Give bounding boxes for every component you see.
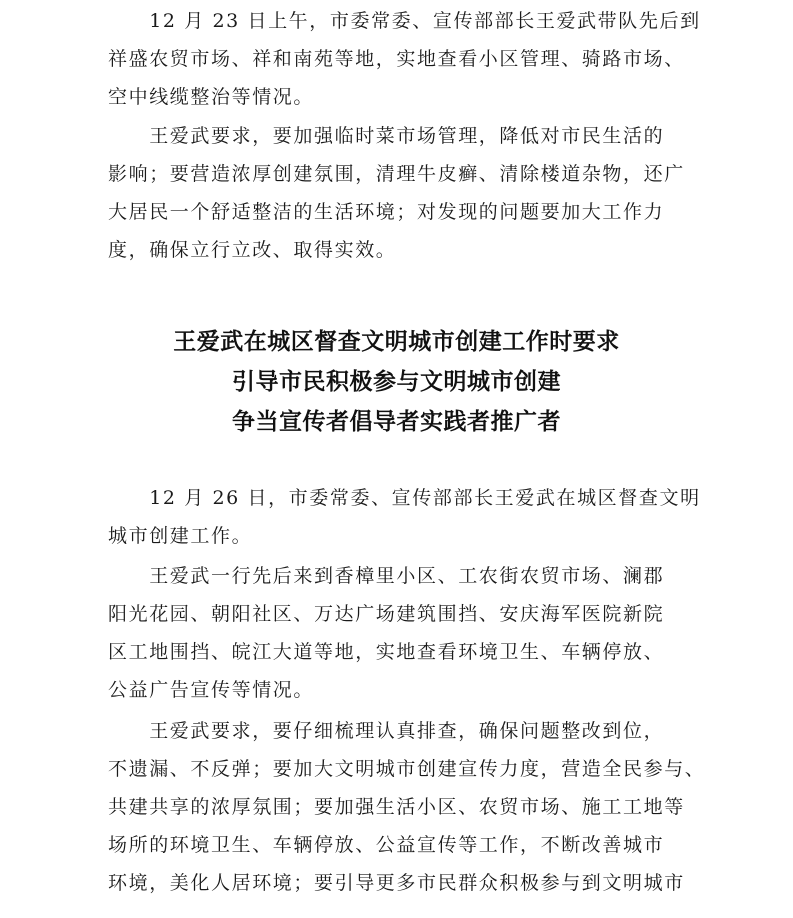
text-line: 王爱武要求，要加强临时菜市场管理，降低对市民生活的 [108,125,665,147]
headline-line: 争当宣传者倡导者实践者推广者 [232,409,561,435]
text-line: 空中线缆整治等情况。 [108,86,315,108]
text-line: 公益广告宣传等情况。 [108,679,315,701]
headline-line: 王爱武在城区督查文明城市创建工作时要求 [173,329,620,355]
text-line: 王爱武一行先后来到香樟里小区、工农街农贸市场、澜郡 [108,565,665,587]
text-line: 区工地围挡、皖江大道等地，实地查看环境卫生、车辆停放、 [108,641,665,663]
text-line: 城市创建工作。 [108,525,253,547]
paragraph-dec26-intro [108,479,701,555]
text-line: 阳光花园、朝阳社区、万达广场建筑围挡、安庆海军医院新院 [108,603,665,625]
text-line: 12 月 23 日上午，市委常委、宣传部部长王爱武带队先后到 [108,10,701,32]
text-line: 王爱武要求，要仔细梳理认真排查，确保问题整改到位， [108,720,665,742]
text-line: 祥盛农贸市场、祥和南苑等地，实地查看小区管理、骑路市场、 [108,48,685,70]
text-line: 影响；要营造浓厚创建氛围，清理牛皮癣、清除楼道杂物，还广 [108,163,685,185]
text-line: 共建共享的浓厚氛围；要加强生活小区、农贸市场、施工工地等 [108,796,685,818]
article-headline [0,322,793,442]
text-line: 12 月 26 日，市委常委、宣传部部长王爱武在城区督查文明 [108,487,701,509]
paragraph-dec26-requirements [108,712,706,902]
text-line: 度，确保立行立改、取得实效。 [108,239,397,261]
text-line: 场所的环境卫生、车辆停放、公益宣传等工作，不断改善城市 [108,834,665,856]
paragraph-dec23-inspection [108,2,701,116]
paragraph-dec26-inspection [108,557,698,709]
text-line: 不遗漏、不反弹；要加大文明城市创建宣传力度，营造全民参与、 [108,758,706,780]
text-line: 大居民一个舒适整洁的生活环境；对发现的问题要加大工作力 [108,201,665,223]
text-line: 环境，美化人居环境；要引导更多市民群众积极参与到文明城市 [108,872,685,894]
headline-line: 引导市民积极参与文明城市创建 [232,369,561,395]
paragraph-dec23-requirements [108,117,698,269]
